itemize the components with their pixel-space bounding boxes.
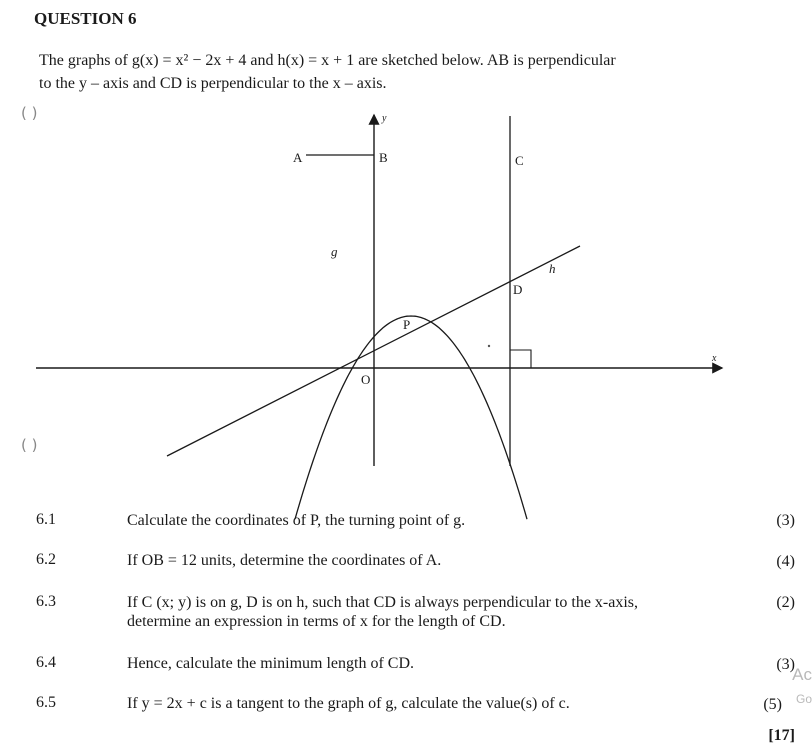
question-text-6-2: If OB = 12 units, determine the coordinates of A. [127, 552, 442, 569]
marks-6-2: (4) [776, 553, 795, 570]
margin-mark-bottom: ( ) [21, 436, 38, 454]
label-p: P [403, 317, 411, 332]
marks-6-3: (2) [776, 594, 795, 611]
label-b: B [379, 150, 388, 165]
label-c: C [515, 153, 524, 168]
label-x-axis: x [712, 353, 717, 364]
marks-6-5: (5) [763, 696, 782, 713]
question-text-6-4: Hence, calculate the minimum length of CD. [127, 655, 415, 672]
question-number-6-3: 6.3 [36, 593, 56, 610]
intro-line-1: The graphs of g(x) = x² − 2x + 4 and h(x) = x + 1 are sketched below. AB is perpendicular [39, 52, 616, 69]
total-marks: [17] [768, 727, 795, 744]
question-number-6-4: 6.4 [36, 654, 56, 671]
label-g: g [331, 244, 338, 259]
question-number-6-2: 6.2 [36, 551, 56, 568]
stray-dot [488, 345, 490, 347]
question-text-6-5: If y = 2x + c is a tangent to the graph of g, calculate the value(s) of c. [127, 695, 570, 712]
label-d: D [513, 282, 523, 297]
question-number-6-5: 6.5 [36, 694, 56, 711]
label-y-axis: y [382, 113, 387, 124]
label-a: A [293, 150, 303, 165]
marks-6-4: (3) [776, 656, 795, 673]
marks-6-1: (3) [776, 512, 795, 529]
question-title: QUESTION 6 [34, 9, 137, 28]
question-text-6-1: Calculate the coordinates of P, the turning point of g. [127, 512, 466, 529]
parabola-g [295, 316, 527, 519]
question-text-6-3-line-1: If C (x; y) is on g, D is on h, such that CD is always perpendicular to the x-axis, [127, 594, 639, 611]
margin-mark-top: ( ) [21, 104, 38, 122]
right-angle-marker [510, 350, 531, 368]
label-o: O [361, 372, 371, 387]
watermark-line-2: Go [795, 692, 812, 706]
label-h: h [549, 261, 556, 276]
question-number-6-1: 6.1 [36, 511, 56, 528]
intro-line-2: to the y – axis and CD is perpendicular to the x – axis. [39, 75, 387, 92]
watermark-line-1: Ac [792, 665, 812, 684]
question-text-6-3-line-2: determine an expression in terms of x for the length of CD. [127, 613, 506, 630]
